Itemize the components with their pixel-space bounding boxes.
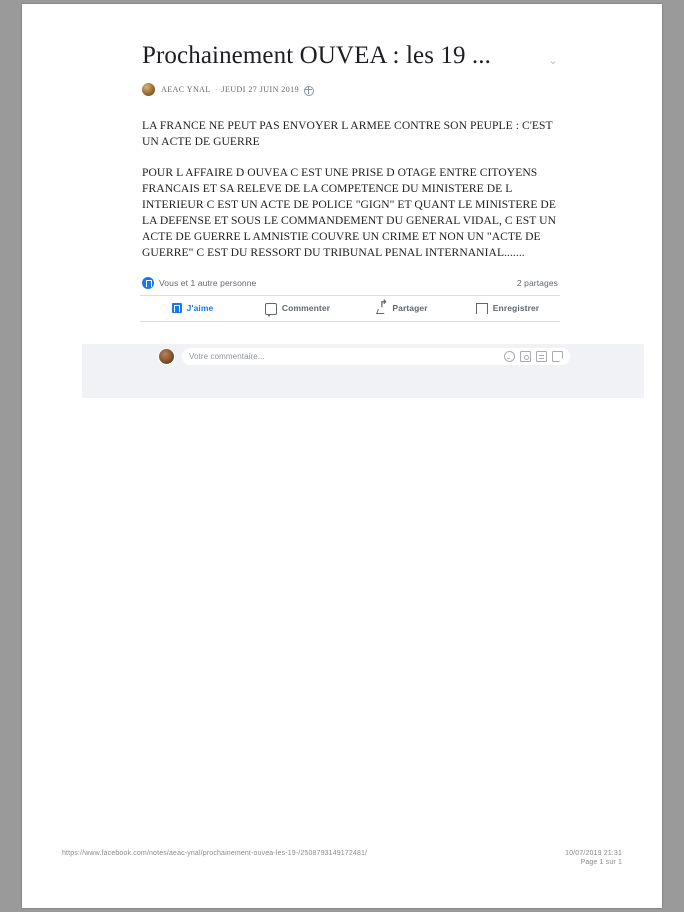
chevron-down-icon[interactable]: ⌄ — [548, 55, 558, 67]
likes-count-label: Vous et 1 autre personne — [159, 277, 257, 288]
engagement-summary — [140, 277, 560, 296]
comment-composer — [158, 348, 570, 365]
printed-page — [22, 4, 662, 908]
comment-placeholder: Votre commentaire... — [189, 352, 265, 361]
bookmark-icon — [476, 303, 488, 314]
action-bar — [140, 296, 560, 322]
comment-composer-area — [82, 344, 644, 398]
note-body — [140, 118, 560, 261]
footer-timestamp: 10/07/2019 21:31 — [565, 850, 622, 857]
comment-button-label: Commenter — [281, 303, 331, 314]
gif-icon[interactable] — [536, 351, 547, 362]
footer-source-url: https://www.facebook.com/notes/aeac-ynal/prochainement-ouvea-les-19-/2508793149172481/ — [62, 850, 368, 857]
shares-count-label[interactable]: 2 partages — [516, 277, 558, 288]
byline-separator: · — [214, 85, 218, 95]
footer-right — [565, 850, 622, 866]
like-button[interactable] — [140, 303, 245, 313]
avatar — [158, 348, 175, 365]
note-byline — [140, 82, 560, 98]
avatar — [142, 83, 155, 96]
comment-icon-group — [504, 351, 563, 362]
comment-bubble-icon — [265, 303, 277, 315]
share-button-label: Partager — [392, 303, 428, 314]
facebook-note — [140, 42, 560, 322]
footer-page-number: Page 1 sur 1 — [580, 859, 622, 866]
camera-icon[interactable] — [520, 351, 531, 362]
page-title: Prochainement OUVEA : les 19 ... — [142, 42, 491, 69]
sticker-icon[interactable] — [552, 351, 563, 362]
globe-icon — [304, 86, 314, 96]
share-arrow-icon — [377, 304, 387, 314]
emoji-icon[interactable] — [504, 351, 515, 362]
comment-button[interactable] — [245, 302, 350, 314]
like-reaction-icon — [142, 277, 154, 289]
likes-summary[interactable] — [142, 277, 256, 289]
note-date: JEUDI 27 JUIN 2019 — [221, 85, 300, 95]
save-button[interactable] — [455, 303, 560, 314]
like-button-label: J'aime — [186, 303, 214, 314]
author-name[interactable]: AEAC YNAL — [161, 85, 211, 95]
share-button[interactable] — [350, 303, 455, 313]
thumbs-up-icon — [172, 303, 182, 313]
print-footer — [22, 850, 662, 866]
note-paragraph: POUR L AFFAIRE D OUVEA C EST UNE PRISE D OTAGE ENTRE CITOYENS FRANCAIS ET SA RELEVE DE LA COMPETENCE DU MINISTERE DE L INTERIEUR C EST UN ACTE DE POLICE "GIGN" ET QUANT LE MINISTERE DE LA DEFENSE ET SOUS LE COMMANDEMENT DU GENERAL VIDAL, C EST UN ACTE DE GUERRE L AMNISTIE COUVRE UN CRIME ET NON UN "ACTE DE GUERRE" C EST DU RESSORT DU TRIBUNAL PENAL INTERNANIAL....... — [142, 165, 556, 259]
save-button-label: Enregistrer — [492, 303, 540, 314]
comment-input[interactable] — [182, 348, 570, 365]
note-paragraph: LA FRANCE NE PEUT PAS ENVOYER L ARMEE CONTRE SON PEUPLE : C'EST UN ACTE DE GUERRE — [142, 118, 553, 148]
